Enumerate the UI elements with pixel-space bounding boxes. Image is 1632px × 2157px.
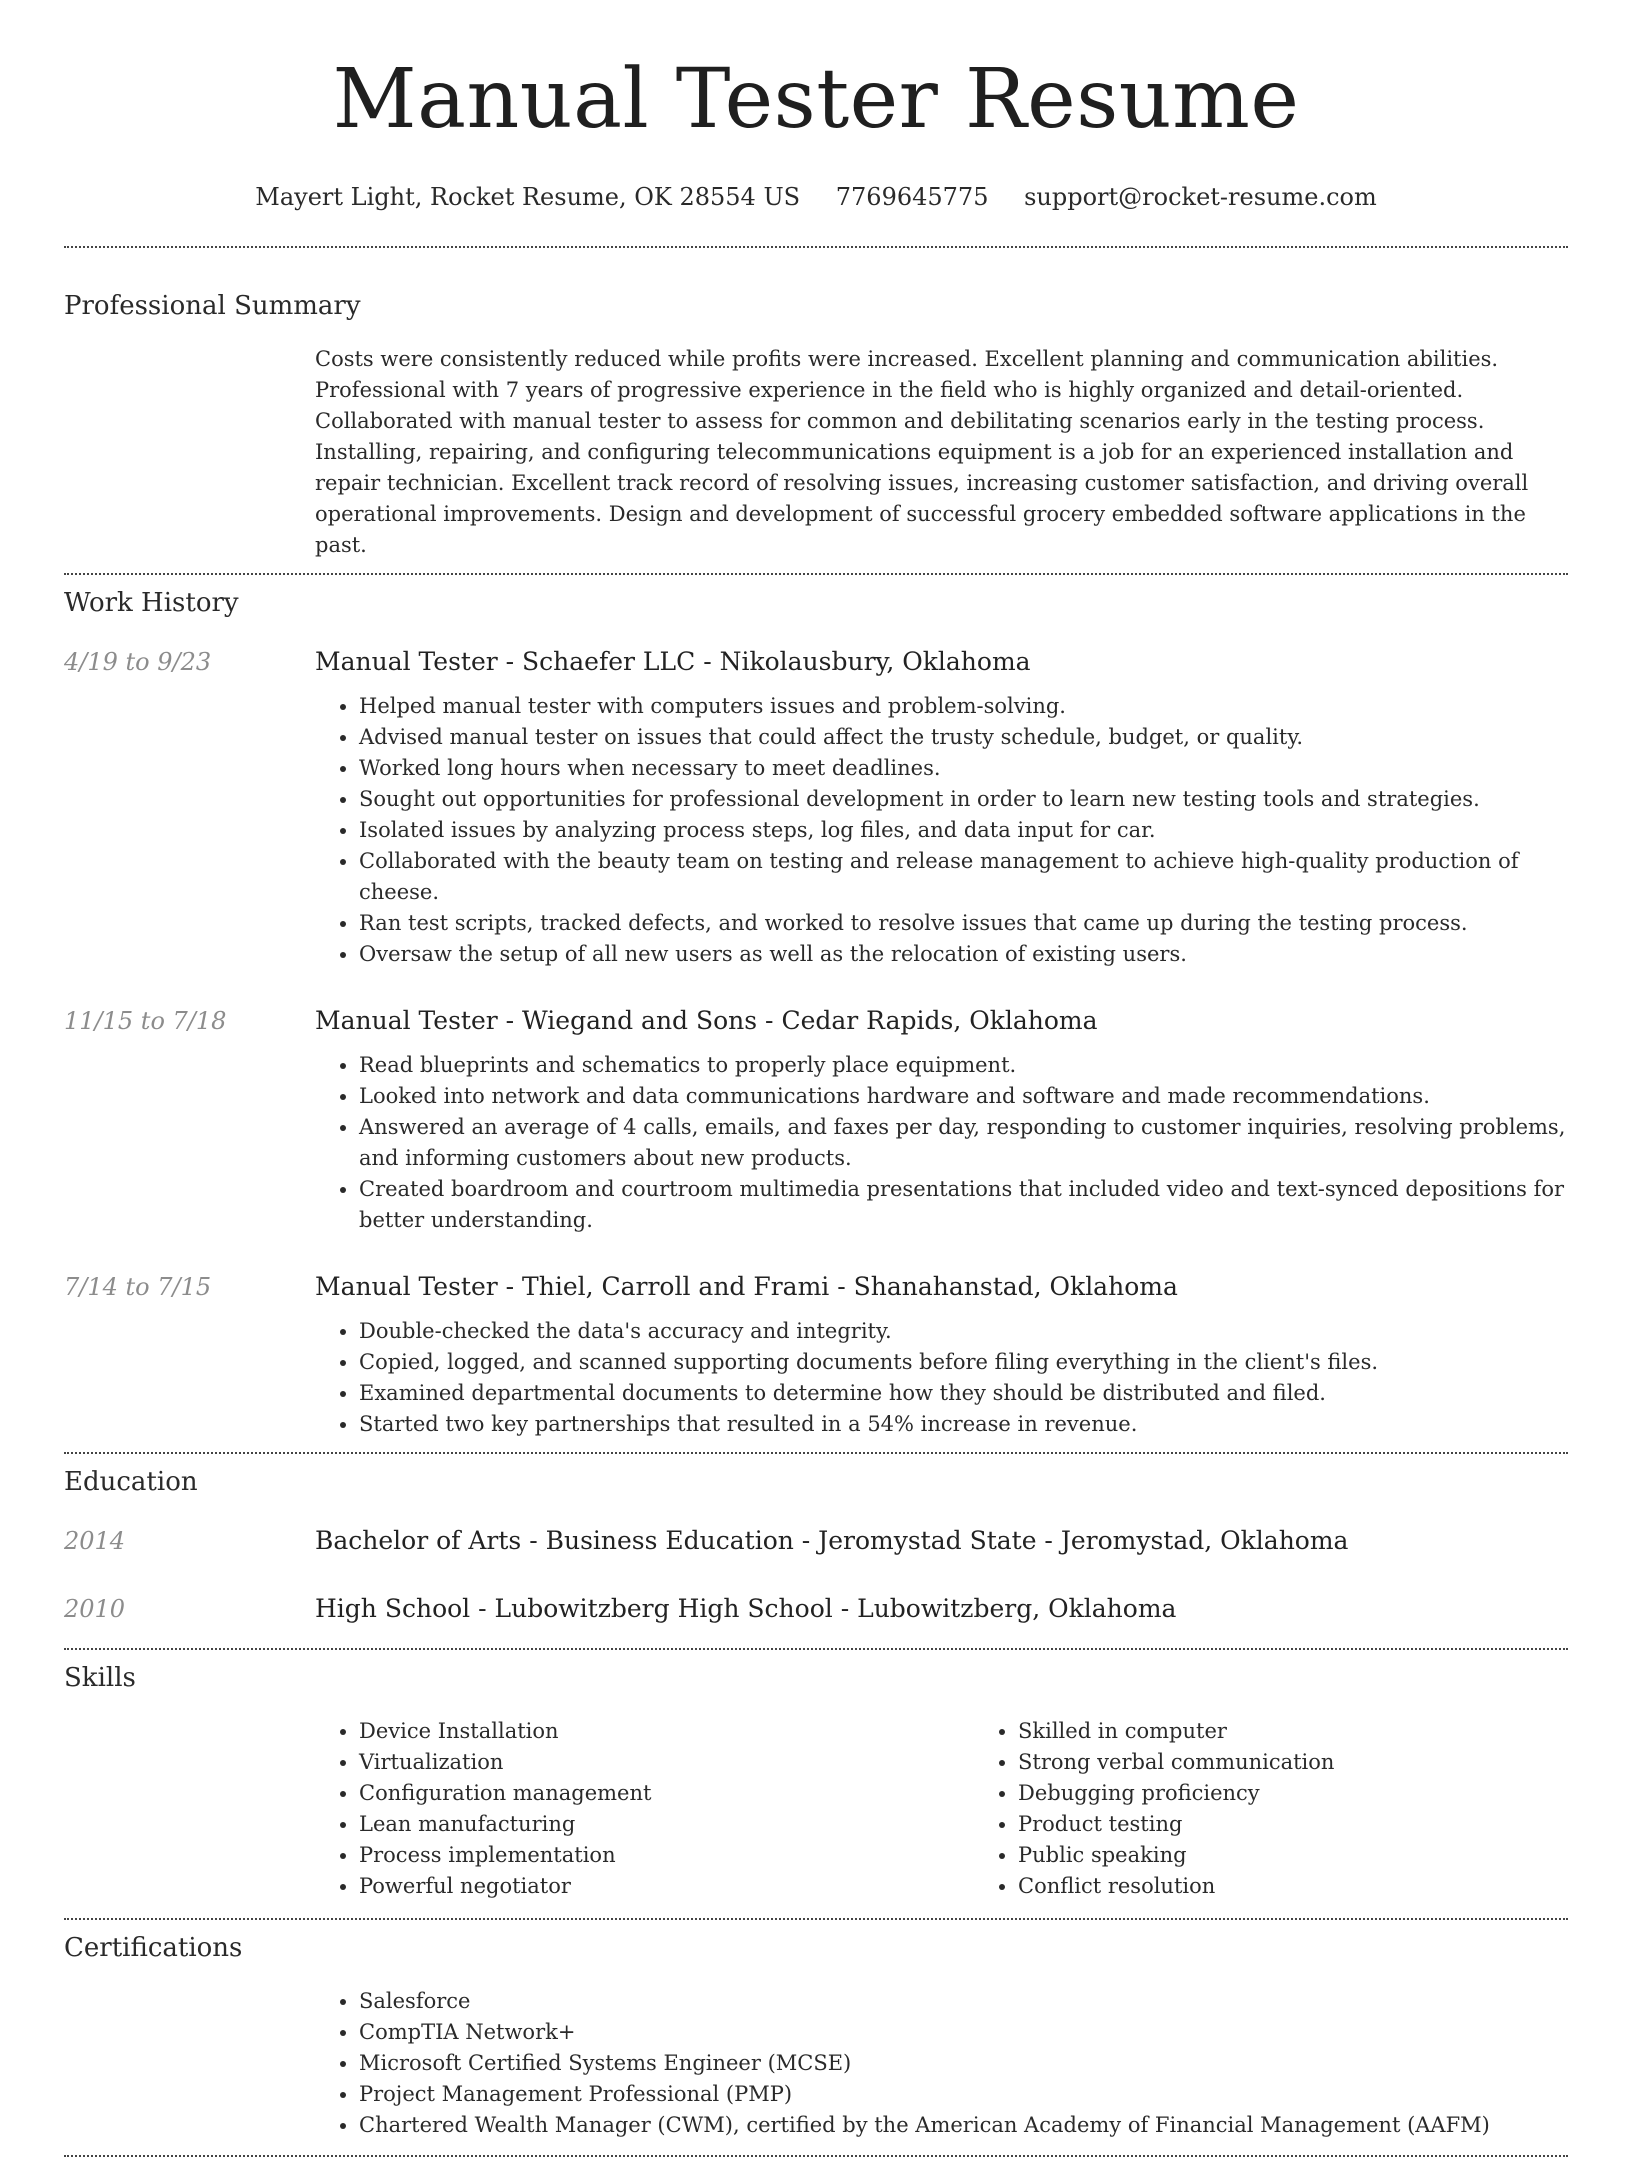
list-item: • Process implementation — [359, 1840, 974, 1871]
job-dates: 7/14 to 7/15 — [64, 1273, 212, 1301]
certifications-list — [315, 1986, 1568, 2141]
list-item: • Microsoft Certified Systems Engineer (MCSE) — [359, 2048, 1568, 2079]
list-item: • Examined departmental documents to determine how they should be distributed and filed. — [359, 1378, 1568, 1409]
job-dates: 4/19 to 9/23 — [64, 648, 212, 676]
resume-title: Manual Tester Resume — [332, 52, 1300, 147]
list-item: • Isolated issues by analyzing process steps, log files, and data input for car. — [359, 815, 1568, 846]
list-item: • Started two key partnerships that resulted in a 54% increase in revenue. — [359, 1409, 1568, 1440]
list-item: • Copied, logged, and scanned supporting documents before filing everything in the client's files. — [359, 1347, 1568, 1378]
list-item: • Device Installation — [359, 1716, 974, 1747]
list-item: • Virtualization — [359, 1747, 974, 1778]
certifications-spacer — [64, 1986, 315, 2141]
education-title: Bachelor of Arts - Business Education - Jeromystad State - Jeromystad, Oklahoma — [315, 1526, 1349, 1555]
list-item: • Project Management Professional (PMP) — [359, 2079, 1568, 2110]
skills-list-left — [315, 1716, 974, 1902]
education-entry — [64, 1526, 1568, 1556]
list-item: • Debugging proficiency — [1018, 1778, 1632, 1809]
section-title-education: Education — [64, 1467, 198, 1497]
list-item: • Oversaw the setup of all new users as well as the relocation of existing users. — [359, 939, 1568, 970]
list-item: • Skilled in computer — [1018, 1716, 1632, 1747]
contact-email: support@rocket-resume.com — [1024, 183, 1377, 211]
section-title-skills: Skills — [64, 1663, 136, 1693]
education-title: High School - Lubowitzberg High School - Lubowitzberg, Oklahoma — [315, 1594, 1177, 1623]
summary-text: Costs were consistently reduced while profits were increased. Excellent planning and communication abilities. Professional with 7 years of progressive experience in the field who is highly organized and detail-oriented. Collaborated with manual tester to assess for common and debilitating scenarios early in the testing process. Installing, repairing, and configuring telecommunications equipment is a job for an experienced installation and repair technician. Excellent track record of resolving issues, increasing customer satisfaction, and driving overall operational improvements. Design and development of successful grocery embedded software applications in the past. — [315, 347, 1529, 557]
list-item: • Double-checked the data's accuracy and integrity. — [359, 1316, 1568, 1347]
list-item: • Looked into network and data communications hardware and software and made recommendations. — [359, 1081, 1568, 1112]
contact-line — [64, 182, 1568, 212]
job-entry — [64, 1272, 1568, 1440]
job-bullets — [315, 1050, 1568, 1236]
skills-spacer — [64, 1716, 315, 1902]
section-title-certifications: Certifications — [64, 1933, 243, 1963]
list-item: • Created boardroom and courtroom multimedia presentations that included video and text-synced depositions for better understanding. — [359, 1174, 1568, 1236]
list-item: • Advised manual tester on issues that could affect the trusty schedule, budget, or quality. — [359, 722, 1568, 753]
list-item: • Public speaking — [1018, 1840, 1632, 1871]
divider — [64, 246, 1568, 248]
section-title-work: Work History — [64, 588, 239, 618]
job-bullets — [315, 691, 1568, 970]
education-year: 2014 — [64, 1527, 126, 1555]
skills-list-right — [974, 1716, 1632, 1902]
skills-row — [64, 1716, 1568, 1902]
divider — [64, 1452, 1568, 1454]
list-item: • CompTIA Network+ — [359, 2017, 1568, 2048]
education-year: 2010 — [64, 1595, 126, 1623]
summary-row — [64, 344, 1568, 561]
education-entry — [64, 1594, 1568, 1624]
certifications-row — [64, 1986, 1568, 2141]
list-item: • Conflict resolution — [1018, 1871, 1632, 1902]
job-entry — [64, 1006, 1568, 1236]
section-title-summary: Professional Summary — [64, 291, 361, 321]
divider — [64, 1918, 1568, 1920]
list-item: • Chartered Wealth Manager (CWM), certified by the American Academy of Financial Management (AAFM) — [359, 2110, 1568, 2141]
list-item: • Powerful negotiator — [359, 1871, 974, 1902]
list-item: • Ran test scripts, tracked defects, and worked to resolve issues that came up during the testing process. — [359, 908, 1568, 939]
list-item: • Lean manufacturing — [359, 1809, 974, 1840]
list-item: • Sought out opportunities for professional development in order to learn new testing tools and strategies. — [359, 784, 1568, 815]
job-entry — [64, 647, 1568, 970]
job-title: Manual Tester - Thiel, Carroll and Frami - Shanahanstad, Oklahoma — [315, 1272, 1178, 1301]
list-item: • Strong verbal communication — [1018, 1747, 1632, 1778]
list-item: • Collaborated with the beauty team on testing and release management to achieve high-quality production of cheese. — [359, 846, 1568, 908]
list-item: • Helped manual tester with computers issues and problem-solving. — [359, 691, 1568, 722]
list-item: • Read blueprints and schematics to properly place equipment. — [359, 1050, 1568, 1081]
job-dates: 11/15 to 7/18 — [64, 1007, 227, 1035]
job-title: Manual Tester - Wiegand and Sons - Cedar Rapids, Oklahoma — [315, 1006, 1098, 1035]
list-item: • Answered an average of 4 calls, emails, and faxes per day, responding to customer inquiries, resolving problems, and informing customers about new products. — [359, 1112, 1568, 1174]
list-item: • Configuration management — [359, 1778, 974, 1809]
contact-phone: 7769645775 — [835, 183, 989, 211]
divider — [64, 573, 1568, 575]
job-title: Manual Tester - Schaefer LLC - Nikolausbury, Oklahoma — [315, 647, 1031, 676]
list-item: • Product testing — [1018, 1809, 1632, 1840]
summary-spacer — [64, 344, 315, 561]
list-item: • Worked long hours when necessary to meet deadlines. — [359, 753, 1568, 784]
contact-address: Mayert Light, Rocket Resume, OK 28554 US — [255, 183, 801, 211]
list-item: • Salesforce — [359, 1986, 1568, 2017]
divider — [64, 1648, 1568, 1650]
job-bullets — [315, 1316, 1568, 1440]
